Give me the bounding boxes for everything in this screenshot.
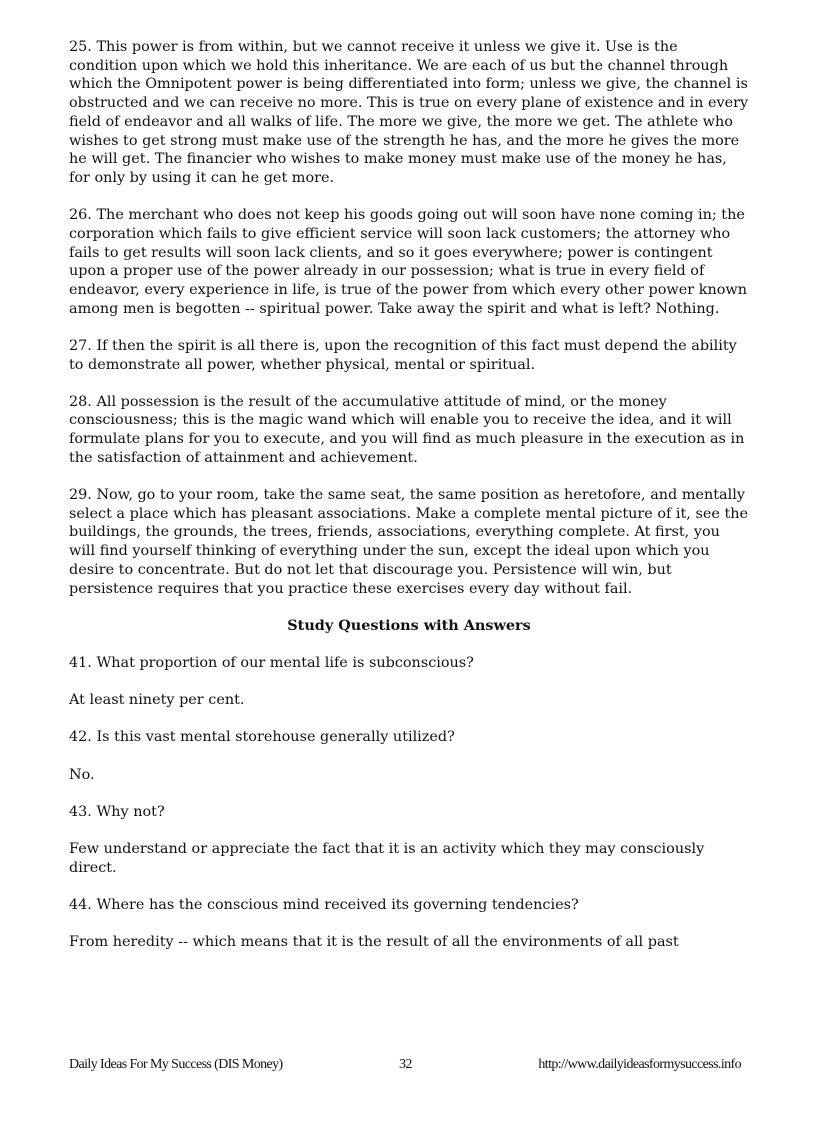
paragraph-28: 28. All possession is the result of the accumulative attitude of mind, or the money consciousness; this is the magic wand which will enable you to receive the idea, and it will formulate plans for you to execute, and you will find as much pleasure in the execution as in the satisfaction of attainment and achievement. [69,393,745,466]
answer-41: At least ninety per cent. [69,692,245,709]
question-43: 43. Why not? [69,803,165,820]
answer-44: From heredity -- which means that it is the result of all the environments of all past [69,934,679,951]
footer-url: http://www.dailyideasformysuccess.info [538,1057,741,1072]
answer-43: Few understand or appreciate the fact that it is an activity which they may consciously direct. [69,841,705,876]
paragraph-25: 25. This power is from within, but we cannot receive it unless we give it. Use is the condition upon which we hold this inheritance. We are each of us but the channel through which the Omnipotent power is being differentiated into form; unless we give, the channel is obstructed and we can receive no more. This is true on every plane of existence and in every field of endeavor and all walks of life. The more we give, the more we get. The athlete who wishes to get strong must make use of the strength he has, and the more he gives the more he will get. The financier who wishes to make money must make use of the money he has, for only by using it can he get more. [69,39,749,186]
answer-42: No. [69,766,95,783]
section-heading: Study Questions with Answers [287,616,531,634]
paragraph-26: 26. The merchant who does not keep his goods going out will soon have none coming in; the corporation which fails to give efficient service will soon lack customers; the attorney who fails to get results will soon lack clients, and so it goes everywhere; power is contingent upon a proper use of the power already in our possession; what is true in every field of endeavor, every experience in life, is true of the power from which every other power known among men is begotten -- spiritual power. Take away the spirit and what is left? Nothing. [69,207,747,317]
page-footer [69,1057,741,1077]
page-number: 32 [399,1057,412,1072]
question-42: 42. Is this vast mental storehouse generally utilized? [69,729,455,746]
document-page [69,38,749,970]
footer-title: Daily Ideas For My Success (DIS Money) [69,1057,283,1072]
paragraph-29: 29. Now, go to your room, take the same seat, the same position as heretofore, and mentally select a place which has pleasant associations. Make a complete mental picture of it, see the buildings, the grounds, the trees, friends, associations, everything complete. At first, you will find yourself thinking of everything under the sun, except the ideal upon which you desire to concentrate. But do not let that discourage you. Persistence will win, but persistence requires that you practice these exercises every day without fail. [69,487,749,597]
paragraph-27: 27. If then the spirit is all there is, upon the recognition of this fact must depend the ability to demonstrate all power, whether physical, mental or spiritual. [69,337,737,373]
question-41: 41. What proportion of our mental life is subconscious? [69,654,474,671]
question-44: 44. Where has the conscious mind received its governing tendencies? [69,896,579,913]
